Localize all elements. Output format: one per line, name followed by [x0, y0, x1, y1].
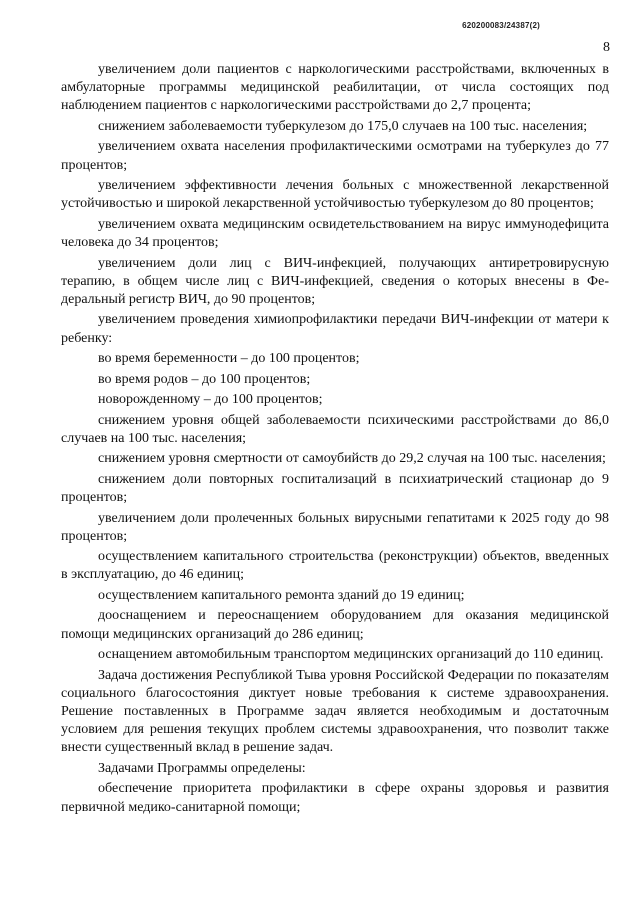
paragraph: во время родов – до 100 процентов;: [98, 371, 311, 387]
paragraph: во время беременности – до 100 процентов;: [98, 351, 360, 367]
paragraph: оснащением автомобильным транспортом медицинских организаций до 110 единиц.: [98, 647, 604, 663]
paragraph: Задачами Программы определены:: [98, 760, 306, 776]
paragraph: увеличением доли лиц с ВИЧ-инфекцией, получающих антиретровирусную терапию, в общем числе лиц с ВИЧ-инфекцией, сведения о которых внесены в Федеральный регистр ВИЧ, до 90 процентов;: [61, 255, 609, 307]
page-number: 8: [603, 40, 610, 55]
document-code: 620200083/24387(2): [462, 21, 540, 30]
paragraph: осуществлением капитального строительства (реконструкции) объектов, введенных в эксплуатацию, до 46 единиц;: [61, 549, 609, 583]
paragraph: дооснащением и переоснащением оборудованием для оказания медицинской помощи медицинских организаций до 286 единиц;: [61, 608, 609, 642]
paragraph: обеспечение приоритета профилактики в сфере охраны здоровья и развития первичной медико-санитарной помощи;: [61, 781, 609, 815]
paragraph: новорожденному – до 100 процентов;: [98, 392, 323, 408]
paragraph: увеличением охвата населения профилактическими осмотрами на туберкулез до 77 процентов;: [61, 139, 609, 173]
body-text: [61, 61, 609, 819]
paragraph: Задача достижения Республикой Тыва уровня Российской Федерации по показателям социального благосостояния диктует новые требования к системе здравоохранения. Решение поставленных в Программе задач является необходимым и достаточным условием для решения текущих проблем системы здравоохранения, что позволит также внести существенный вклад в решение задач.: [61, 667, 609, 756]
paragraph: увеличением проведения химиопрофилактики передачи ВИЧ-инфекции от матери к ребенку:: [61, 312, 609, 346]
paragraph: увеличением охвата медицинским освидетельствованием на вирус иммунодефицита человека до 34 процентов;: [61, 216, 609, 251]
paragraph: увеличением эффективности лечения больных с множественной лекарственной устойчивостью и широкой лекарственной устойчивостью туберкулезом до 80 процентов;: [61, 178, 609, 212]
paragraph: снижением заболеваемости туберкулезом до 175,0 случаев на 100 тыс. населения;: [98, 118, 588, 134]
paragraph: снижением уровня смертности от самоубийств до 29,2 случая на 100 тыс. населения;: [98, 451, 606, 467]
paragraph: снижением доли повторных госпитализаций в психиатрический стационар до 9 процентов;: [61, 471, 609, 506]
paragraph: осуществлением капитального ремонта зданий до 19 единиц;: [98, 587, 465, 603]
paragraph: увеличением доли пролеченных больных вирусными гепатитами к 2025 году до 98 процентов;: [61, 510, 609, 544]
paragraph: увеличением доли пациентов с наркологическими расстройствами, включенных в амбулаторные программы медицинской реабилитации, от числа состоящих под наблюдением пациентов с наркологическими расстройствами до 2,7 процента;: [61, 62, 609, 114]
paragraph: снижением уровня общей заболеваемости психическими расстройствами до 86,0 случаев на 100 тыс. населения;: [61, 412, 609, 446]
